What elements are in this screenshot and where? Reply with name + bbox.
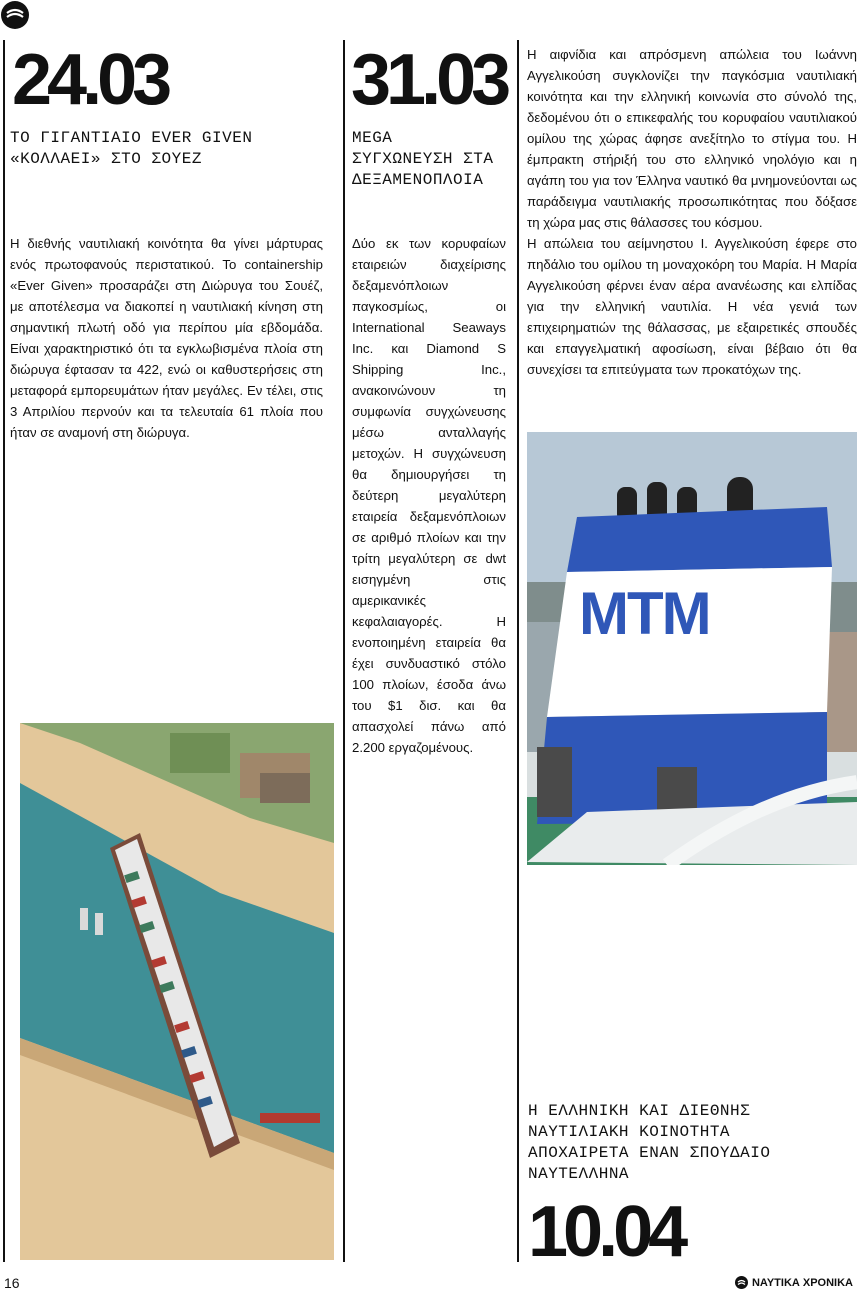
date-31-03: 31.03 (351, 40, 507, 120)
ever-given-aerial-illustration (20, 723, 334, 1260)
column-rule-middle (343, 40, 345, 1262)
headline-tanker-merger: MEGA ΣΥΓΧΩΝΕΥΣΗ ΣΤΑ ΔΕΞΑΜΕΝΟΠΛΟΙΑ (352, 129, 494, 189)
column-rule-right (517, 40, 519, 1262)
article-angelicoussis-paragraph-1: Η αιφνίδια και απρόσμενη απώλεια του Ιωάννη Αγγελικούση συγκλονίζει την παγκόσμια ναυτιλιακή κοινότητα και την ελληνική κοινωνία στο σύνολό της, δεδομένου ότι ο επικεφαλής του κορυφαίου ναυτιλιακού ομίλου της χώρας άφησε ανεξίτηλο το στίγμα του. Η έμπρακτη στήριξή του στο ελληνικό νηολόγιο και η αγάπη του για τον Έλληνα ναυτικό θα μνημονεύονται ως παράδειγμα ναυτιλιακής προσωπικότητας που δόξασε τη χώρα μας στις θάλασσες του κόσμου. (527, 47, 857, 230)
headline-farewell: Η ΕΛΛΗΝΙΚΗ ΚΑΙ ΔΙΕΘΝΗΣ ΝΑΥΤΙΛΙΑΚΗ ΚΟΙΝΟΤΗΤΑ ΑΠΟΧΑΙΡΕΤΑ ΕΝΑΝ ΣΠΟΥΔΑΙΟ ΝΑΥΤΕΛΛΗΝΑ (528, 1102, 771, 1183)
wave-logo-small-icon (735, 1276, 748, 1289)
ever-given-aerial-photo (20, 723, 334, 1260)
date-10-04: 10.04 (528, 1192, 684, 1272)
headline-ever-given: ΤΟ ΓΙΓΑΝΤΙΑΙΟ EVER GIVEN «ΚΟΛΛΑΕΙ» ΣΤΟ ΣΟΥΕΖ (10, 129, 253, 168)
date-24-03: 24.03 (12, 40, 168, 120)
mtm-funnel-photo (527, 432, 857, 865)
article-ever-given: Η διεθνής ναυτιλιακή κοινότητα θα γίνει μάρτυρας ενός πρωτοφανούς περιστατικού. Το containership «Ever Given» προσαράζει στη Διώρυγα του Σουέζ, με αποτέλεσμα να διακοπεί η ναυτιλιακή κίνηση στη σημαντική πλωτή οδό για περίπου μία εβδομάδα. Είναι χαρακτηριστικό ότι τα εγκλωβισμένα πλοία στη διώρυγα έφτασαν τα 422, ενώ οι καθυστερήσεις στη μεταφορά εμπορευμάτων ήταν μεγάλες. Εν τέλει, στις 3 Απριλίου περνούν και τα τελευταία 61 πλοία που ήταν σε αναμονή στη διώρυγα. (10, 236, 323, 440)
article-angelicoussis-paragraph-2: Η απώλεια του αείμνηστου Ι. Αγγελικούση έφερε στο πηδάλιο του ομίλου τη μοναχοκόρη του Μαρία. Η Μαρία Αγγελικούση φέρνει έναν αέρα ανανέωσης και ελπίδας για την ελληνική ναυτιλία. Η νέα γενιά των επιχειρηματιών της θάλασσας, με εξαιρετικές σπουδές και επαγγελματική αφοσίωση, είναι βέβαιο ότι θα συνεχίσει τα επιτεύγματα των προκατόχων της. (527, 236, 857, 377)
column-rule-left (3, 40, 5, 1262)
mtm-funnel-illustration (527, 432, 857, 865)
wave-logo-icon (1, 1, 29, 29)
page-number: 16 (4, 1275, 20, 1291)
publication-name: ΝΑΥΤΙΚΑ ΧΡΟΝΙΚΑ (751, 1276, 853, 1289)
article-tanker-merger: Δύο εκ των κορυφαίων εταιρειών διαχείρισης δεξαμενόπλοιων παγκοσμίως, οι International Seaways Inc. και Diamond S Shipping Inc., ανακοινώνουν τη συμφωνία συγχώνευσης μέσω ανταλλαγής μετοχών. Η συγχώνευση θα δημιουργήσει τη δεύτερη μεγαλύτερη εταιρεία δεξαμενόπλοιων σε αριθμό πλοίων και την τρίτη μεγαλύτερη σε dwt εισηγμένη στις αμερικανικές κεφαλαιαγορές. Η ενοποιημένη εταιρεία θα έχει συνδυαστικό στόλο 100 πλοίων, έσοδα άνω του $1 δισ. και θα απασχολεί πάνω από 2.200 εργαζομένους. (352, 236, 506, 755)
article-angelicoussis (527, 44, 857, 380)
publication-brand (735, 1276, 853, 1289)
mtm-logo: MTM (579, 580, 710, 647)
